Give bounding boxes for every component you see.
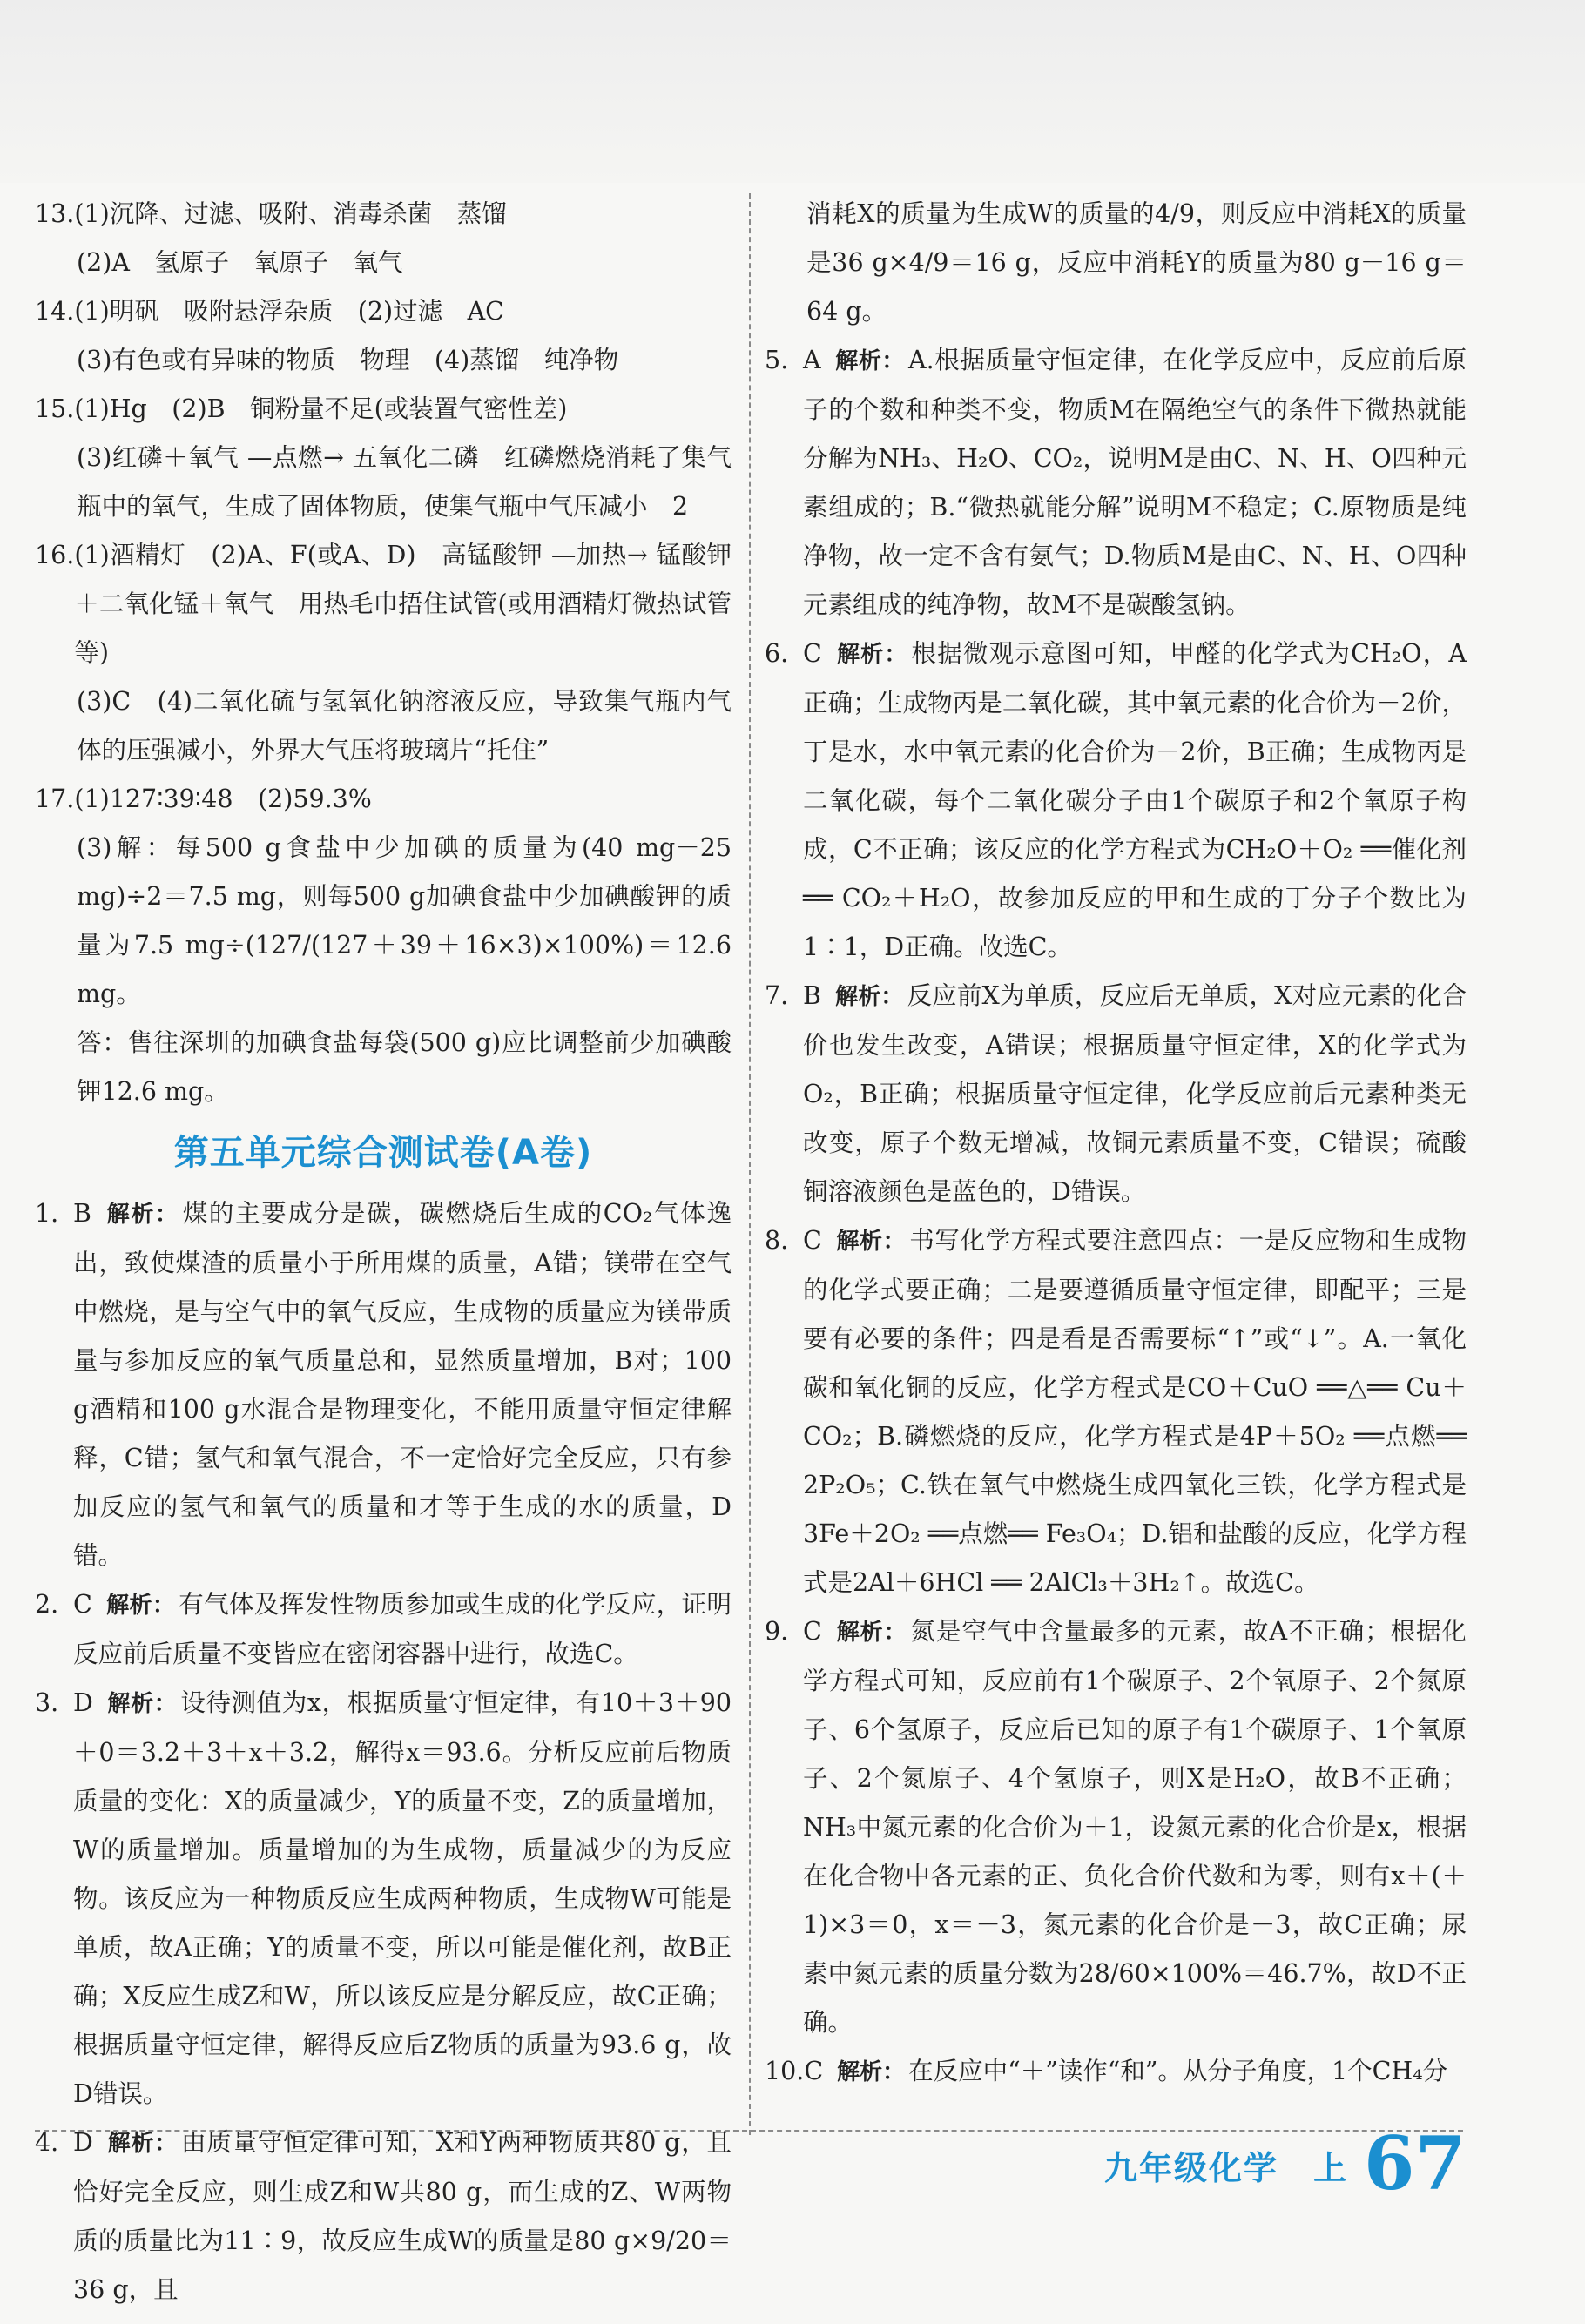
solution-body (803, 972, 1467, 1216)
analysis-label: 解析： (835, 1620, 907, 1646)
solution-6 (765, 630, 1467, 972)
solution-text: 设待测值为x，根据质量守恒定律，有10＋3＋90＋0＝3.2＋3＋x＋3.2，解得x＝93.6。分析反应前后物质质量的变化：X的质量减少，Y的质量不变，Z的质量增加，W的质量增加。质量增加的为生成物，质量减少的为反应物。该反应为一种物质反应生成两种物质，生成物W可能是单质，故A正确；Y的质量不变，所以可能是催化剂，故B正确；X反应生成Z和W，所以该反应是分解反应，故C正确；根据质量守恒定律，解得反应后Z物质的质量为93.6 g，故D错误。 (73, 1688, 732, 2108)
answer-line: (3)有色或有异味的物质 物理 (4)蒸馏 纯净物 (77, 346, 619, 374)
answer-line: (3)解：每500 g食盐中少加碘的质量为(40 mg－25 mg)÷2＝7.5 mg，则每500 g加碘食盐中少加碘酸钾的质量为7.5 mg÷(127/(127＋39＋16×3)×100%)＝12.6 mg。 (77, 833, 732, 1008)
answer-15 (35, 385, 732, 434)
answer-choice: D (73, 2128, 93, 2157)
answer-choice: B (803, 981, 821, 1010)
solution-text: 反应前X为单质，反应后无单质，X对应元素的化合价也发生改变，A错误；根据质量守恒定律，X的化学式为O₂，B正确；根据质量守恒定律，化学反应前后元素种类无改变，原子个数无增减，故铜元素质量不变，C错误；硫酸铜溶液颜色是蓝色的，D错误。 (803, 981, 1467, 1206)
question-number: 8. (765, 1226, 789, 1255)
answer-choice: A (803, 346, 821, 374)
column-divider (749, 193, 751, 2135)
answer-17 (35, 775, 732, 824)
answer-line: (1)沉降、过滤、吸附、消毒杀菌 蒸馏 (74, 199, 507, 228)
question-number: 6. (765, 639, 789, 668)
question-number: 17. (35, 785, 75, 813)
solution-body (73, 1580, 732, 1679)
analysis-label: 解析： (835, 642, 908, 668)
answer-line: (1)Hg (2)B 铜粉量不足(或装置气密性差) (74, 394, 568, 423)
solution-2 (35, 1580, 732, 1679)
answer-line: (2)A 氢原子 氧原子 氧气 (77, 248, 403, 277)
left-column (35, 190, 732, 2314)
answer-line: (1)127∶39∶48 (2)59.3% (74, 785, 372, 813)
solution-body (73, 1679, 732, 2119)
solution-9 (765, 1607, 1467, 2047)
analysis-label: 解析： (835, 1229, 907, 1255)
question-number: 13. (35, 199, 75, 228)
solution-body (803, 1607, 1467, 2047)
answer-line: (1)明矾 吸附悬浮杂质 (2)过滤 AC (74, 297, 504, 326)
answer-choice: D (73, 1688, 93, 1717)
solution-3 (35, 1679, 732, 2119)
answer-choice: C (803, 1617, 822, 1646)
question-number: 15. (35, 394, 75, 423)
solution-5 (765, 336, 1467, 630)
analysis-label: 解析： (105, 1593, 176, 1619)
answer-choice: C (804, 2057, 824, 2085)
answer-choice: C (73, 1590, 92, 1619)
solution-body (803, 336, 1467, 630)
solution-body (803, 1216, 1467, 1607)
solution-text: 书写化学方程式要注意四点：一是反应物和生成物的化学式要正确；二是要遵循质量守恒定律，即配平；三是要有必要的条件；四是看是否需要标“↑”或“↓”。A.一氧化碳和氧化铜的反应，化学方程式是CO＋CuO ══△══ Cu＋CO₂；B.磷燃烧的反应，化学方程式是4P＋5O₂ ══点燃══ 2P₂O₅；C.铁在氧气中燃烧生成四氧化三铁，化学方程式是3Fe＋2O₂ ══点燃══ Fe₃O₄；D.铝和盐酸的反应，化学方程式是2Al＋6HCl ══ 2AlCl₃＋3H₂↑。故选C。 (803, 1226, 1467, 1597)
question-number: 10. (765, 2057, 805, 2085)
analysis-label: 解析： (106, 1691, 178, 1717)
solution-1 (35, 1189, 732, 1580)
solution-text: A.根据质量守恒定律，在化学反应中，反应前后原子的个数和种类不变，物质M在隔绝空气的条件下微热就能分解为NH₃、H₂O、CO₂，说明M是由C、N、H、O四种元素组成的；B.“微热就能分解”说明M不稳定；C.原物质是纯净物，故一定不含有氨气；D.物质M是由C、N、H、O四种元素组成的纯净物，故M不是碳酸氢钠。 (803, 346, 1467, 619)
analysis-label: 解析： (834, 984, 904, 1010)
solution-text: 在反应中“＋”读作“和”。从分子角度，1个CH₄分 (908, 2057, 1448, 2085)
answer-line: (3)红磷＋氧气 —点燃→ 五氧化二磷 红磷燃烧消耗了集气瓶中的氧气，生成了固体物质，使集气瓶中气压减小 2 (77, 443, 732, 521)
analysis-label: 解析： (834, 348, 906, 374)
answer-16 (35, 531, 732, 677)
question-number: 5. (765, 346, 789, 374)
question-number: 1. (35, 1199, 59, 1228)
solution-text: 根据微观示意图可知，甲醛的化学式为CH₂O，A正确；生成物丙是二氧化碳，其中氧元素的化合价为－2价，丁是水，水中氧元素的化合价为－2价，B正确；生成物丙是二氧化碳，每个二氧化碳分子由1个碳原子和2个氧原子构成，C不正确；该反应的化学方程式为CH₂O＋O₂ ══催化剂══ CO₂＋H₂O，故参加反应的甲和生成的丁分子个数比为1∶1，D正确。故选C。 (803, 639, 1467, 961)
solution-text: 煤的主要成分是碳，碳燃烧后生成的CO₂气体逸出，致使煤渣的质量小于所用煤的质量，A错；镁带在空气中燃烧，是与空气中的氧气反应，生成物的质量应为镁带质量与参加反应的氧气质量总和，显然质量增加，B对；100 g酒精和100 g水混合是物理变化，不能用质量守恒定律解释，C错；氢气和氧气混合，不一定恰好完全反应，只有参加反应的氢气和氧气的质量和才等于生成的水的质量，D错。 (73, 1199, 732, 1570)
solution-body (73, 1189, 732, 1580)
section-title: 第五单元综合测试卷(A卷) (173, 1133, 593, 1173)
page-footer (1104, 2107, 1466, 2206)
answer-choice: C (803, 1226, 822, 1255)
analysis-label: 解析： (837, 2059, 906, 2085)
question-number: 14. (35, 297, 75, 326)
solution-body (804, 2047, 1467, 2097)
solution-10 (765, 2047, 1467, 2097)
answer-line: (3)C (4)二氧化硫与氢氧化钠溶液反应，导致集气瓶内气体的压强减小，外界大气压将玻璃片“托住” (77, 687, 732, 765)
question-number: 9. (765, 1617, 789, 1646)
solution-text: 有气体及挥发性物质参加或生成的化学反应，证明反应前后质量不变皆应在密闭容器中进行，故选C。 (73, 1590, 732, 1668)
solution-4 (35, 2119, 732, 2314)
solution-text: 氮是空气中含量最多的元素，故A不正确；根据化学方程式可知，反应前有1个碳原子、2个氧原子、2个氮原子、6个氢原子，反应后已知的原子有1个碳原子、1个氧原子、2个氮原子、4个氢原子，则X是H₂O，故B不正确；NH₃中氮元素的化合价为＋1，设氮元素的化合价是x，根据在化合物中各元素的正、负化合价代数和为零，则有x＋(＋1)×3＝0，x＝－3，氮元素的化合价是－3，故C正确；尿素中氮元素的质量分数为28/60×100%＝46.7%，故D不正确。 (803, 1617, 1467, 2037)
solution-7 (765, 972, 1467, 1216)
solution-text: 由质量守恒定律可知，X和Y两种物质共80 g，且恰好完全反应，则生成Z和W共80 g，而生成的Z、W两物质的质量比为11∶9，故反应生成W的质量是80 g×9/20＝36 g，且 (73, 2128, 732, 2304)
right-column (765, 190, 1467, 2097)
answer-choice: C (803, 639, 822, 668)
question-number: 2. (35, 1590, 59, 1619)
solution-4-continued: 消耗X的质量为生成W的质量的4/9，则反应中消耗X的质量是36 g×4/9＝16 g，反应中消耗Y的质量为80 g－16 g＝64 g。 (806, 199, 1467, 326)
analysis-label: 解析： (105, 1202, 179, 1228)
page-top-shade (0, 0, 1585, 183)
solution-body (803, 630, 1467, 972)
answer-14 (35, 287, 732, 336)
answer-body (74, 190, 732, 239)
answer-choice: B (73, 1199, 91, 1228)
page-number: 67 (1364, 2120, 1466, 2206)
answer-line: (1)酒精灯 (2)A、F(或A、D) 高锰酸钾 —加热→ 锰酸钾＋二氧化锰＋氧气 用热毛巾捂住试管(或用酒精灯微热试管等) (74, 541, 732, 667)
question-number: 16. (35, 541, 75, 569)
question-number: 3. (35, 1688, 59, 1717)
question-number: 7. (765, 981, 789, 1010)
solution-body (73, 2119, 732, 2314)
analysis-label: 解析： (106, 2131, 178, 2157)
answer-13 (35, 190, 732, 239)
question-number: 4. (35, 2128, 59, 2157)
book-title: 九年级化学 上 (1104, 2149, 1349, 2187)
answer-line: 答：售往深圳的加碘食盐每袋(500 g)应比调整前少加碘酸钾12.6 mg。 (77, 1028, 732, 1106)
solution-8 (765, 1216, 1467, 1607)
